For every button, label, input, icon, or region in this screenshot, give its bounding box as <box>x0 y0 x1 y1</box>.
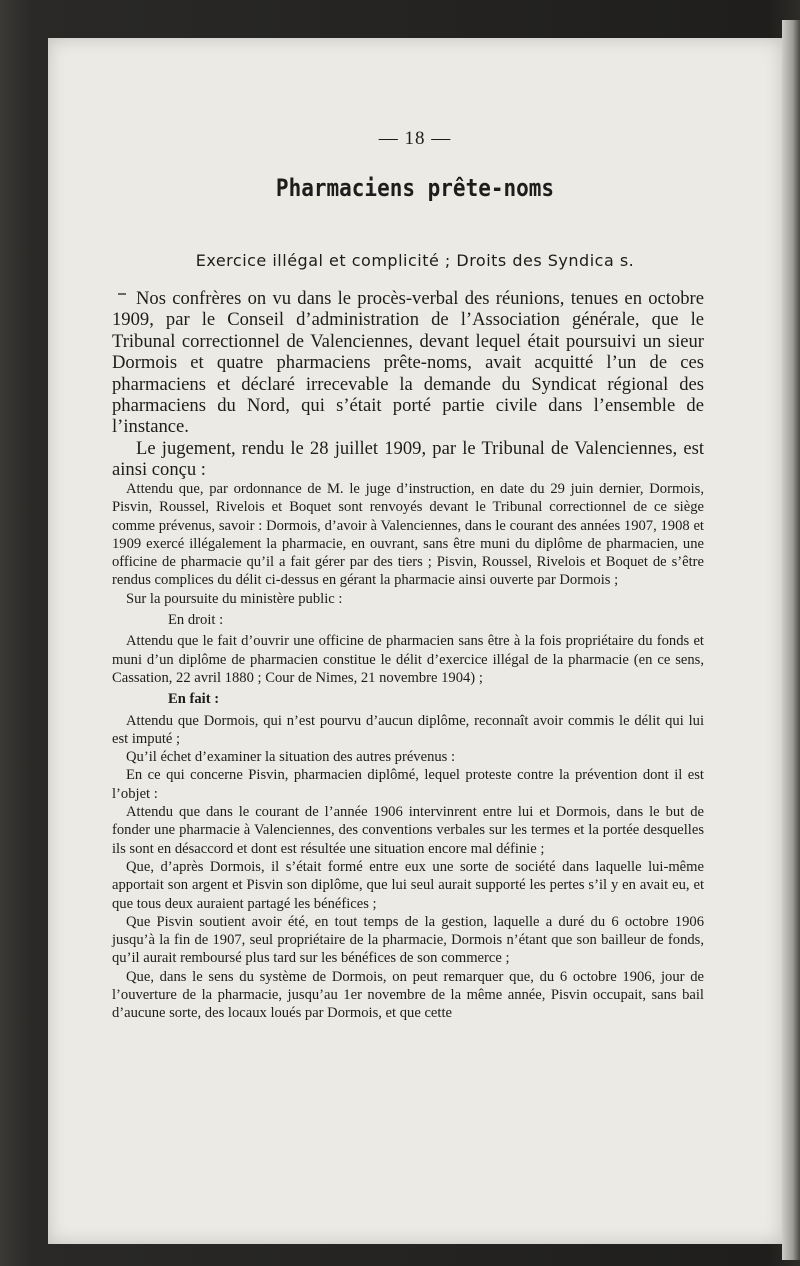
judgment-paragraph: En ce qui concerne Pisvin, pharmacien diplômé, lequel proteste contre la prévention dont il est l’objet : <box>112 767 704 802</box>
intro-paragraph: Nos confrères on vu dans le procès-verbal des réunions, tenues en octobre 1909, par le Conseil d’administration de l’Association générale, que le Tribunal correctionnel de Valenciennes, devant lequel était poursuivi un sieur Dormois et quatre pharmaciens prête-noms, avait acquitté l’un de ces pharmaciens et déclaré irrecevable la demande du Syndicat régional des pharmaciens du Nord, qui s’était porté partie civile dans l’ensemble de l’instance. <box>112 288 704 438</box>
document-page <box>48 38 782 1244</box>
judgment-paragraph: Que, d’après Dormois, il s’était formé entre eux une sorte de société dans laquelle lui-même apportait son argent et Pisvin son diplôme, que lui seul aurait supporté les pertes s’il y en avait eu, et que tous deux auraient partagé les bénéfices ; <box>112 858 704 912</box>
judgment-paragraph: Attendu que, par ordonnance de M. le juge d’instruction, en date du 29 juin dernier, Dormois, Pisvin, Roussel, Rivelois et Boquet sont renvoyés devant le Tribunal correctionnel de ce siège comme prévenus, savoir : Dormois, d’avoir à Valenciennes, dans le courant des années 1907, 1908 et 1909 exercé illégalement la pharmacie, en ouvrant, sans être muni du diplôme de pharmacien, une officine de pharmacie qu’il a fait gérer par des tiers ; Pisvin, Roussel, Rivelois et Boquet de s’être rendus complices du délit ci-dessus en gérant la pharmacie ainsi ouverte par Dormois ; <box>112 481 704 589</box>
section-heading-droit: En droit : <box>168 612 224 629</box>
chapter-title: Pharmaciens prête-noms <box>275 174 555 202</box>
chapter-subtitle: Exercice illégal et complicité ; Droits des Syndica s. <box>195 251 635 270</box>
judgment-text <box>112 480 704 1023</box>
page-number: — 18 — <box>378 128 452 149</box>
page-edge <box>782 20 800 1260</box>
judgment-paragraph: Sur la poursuite du ministère public : <box>126 590 343 607</box>
judgment-paragraph: Que Pisvin soutient avoir été, en tout temps de la gestion, laquelle a duré du 6 octobre 1906 jusqu’à la fin de 1907, seul propriétaire de la pharmacie, Dormois n’étant que son bailleur de fonds, qu’il aurait remboursé plus tard sur les bénéfices de son commerce ; <box>112 913 704 967</box>
judgment-paragraph: Attendu que Dormois, qui n’est pourvu d’aucun diplôme, reconnaît avoir commis le délit qui lui est imputé ; <box>112 712 704 747</box>
judgment-paragraph: Qu’il échet d’examiner la situation des autres prévenus : <box>126 749 456 766</box>
judgment-paragraph: Attendu que le fait d’ouvrir une officine de pharmacien sans être à la fois propriétaire du fonds et muni d’un diplôme de pharmacien constitue le délit d’exercice illégal de la pharmacie (en ce sens, Cassation, 22 avril 1880 ; Cour de Nimes, 21 novembre 1904) ; <box>112 633 704 686</box>
intro-text <box>112 288 704 481</box>
intro-paragraph: Le jugement, rendu le 28 juillet 1909, par le Tribunal de Valenciennes, est ainsi conçu : <box>112 437 704 481</box>
judgment-paragraph: Attendu que dans le courant de l’année 1906 intervinrent entre lui et Dormois, dans le but de fonder une pharmacie à Valenciennes, des conventions verbales sur les termes et la portée desquelles ils sont en désaccord et dont est résultée une situation encore mal définie ; <box>112 804 704 857</box>
judgment-paragraph: Que, dans le sens du système de Dormois, on peut remarquer que, du 6 octobre 1906, jour de l’ouverture de la pharmacie, jusqu’au 1er novembre de la même année, Pisvin occupait, sans bail d’aucune sorte, des locaux loués par Dormois, et que cette <box>112 968 704 1022</box>
section-heading-fait: En fait : <box>168 691 220 708</box>
